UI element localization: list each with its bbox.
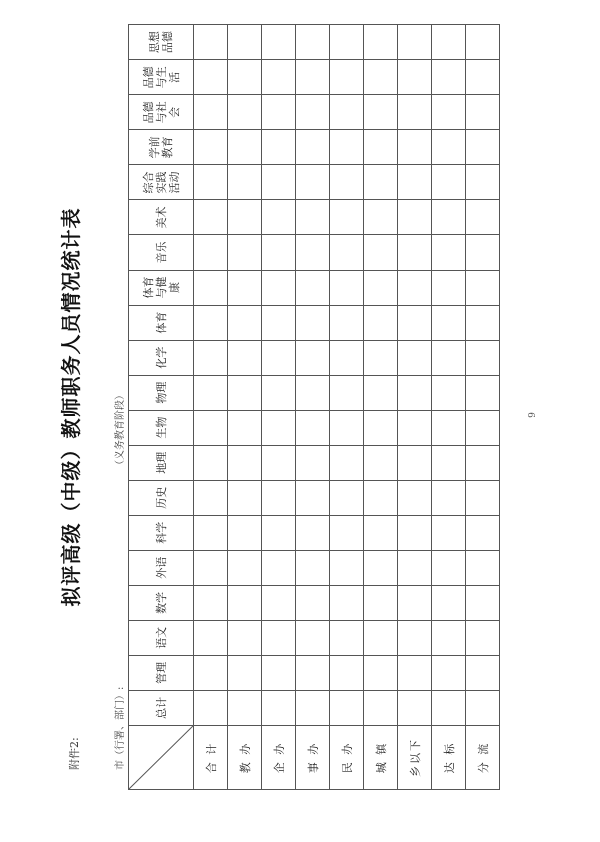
table-cell[interactable] <box>398 270 432 305</box>
table-cell[interactable] <box>466 270 500 305</box>
table-cell[interactable] <box>432 375 466 410</box>
table-cell[interactable] <box>262 60 296 95</box>
table-cell[interactable] <box>364 200 398 235</box>
table-cell[interactable] <box>398 445 432 480</box>
table-cell[interactable] <box>228 620 262 655</box>
table-cell[interactable] <box>432 690 466 725</box>
table-cell[interactable] <box>194 235 228 270</box>
table-cell[interactable] <box>432 165 466 200</box>
table-cell[interactable] <box>398 235 432 270</box>
table-cell[interactable] <box>262 550 296 585</box>
table-cell[interactable] <box>194 655 228 690</box>
table-cell[interactable] <box>228 515 262 550</box>
table-cell[interactable] <box>432 585 466 620</box>
table-row <box>364 25 398 790</box>
table-cell[interactable] <box>296 305 330 340</box>
table-cell[interactable] <box>466 410 500 445</box>
table-cell[interactable] <box>330 235 364 270</box>
table-cell[interactable] <box>432 340 466 375</box>
column-header: 外语 <box>129 550 194 585</box>
table-cell[interactable] <box>466 95 500 130</box>
table-cell[interactable] <box>296 270 330 305</box>
table-cell[interactable] <box>228 60 262 95</box>
column-header: 思想 品德 <box>129 25 194 60</box>
table-cell[interactable] <box>398 690 432 725</box>
table-cell[interactable] <box>228 165 262 200</box>
table-cell[interactable] <box>466 130 500 165</box>
table-cell[interactable] <box>262 270 296 305</box>
table-cell[interactable] <box>432 130 466 165</box>
table-cell[interactable] <box>466 655 500 690</box>
table-cell[interactable] <box>262 620 296 655</box>
column-header: 体育 与健 康 <box>129 270 194 305</box>
column-header: 品德 与社 会 <box>129 95 194 130</box>
table-cell[interactable] <box>228 235 262 270</box>
stage-label: （义务教育阶段） <box>115 390 126 470</box>
table-cell[interactable] <box>432 550 466 585</box>
table-cell[interactable] <box>364 515 398 550</box>
table-cell[interactable] <box>228 410 262 445</box>
column-header: 综合 实践 活动 <box>129 165 194 200</box>
table-cell[interactable] <box>398 305 432 340</box>
table-cell[interactable] <box>364 235 398 270</box>
table-row <box>432 25 466 790</box>
table-cell[interactable] <box>296 550 330 585</box>
table-cell[interactable] <box>330 410 364 445</box>
table-row <box>398 25 432 790</box>
table-cell[interactable] <box>262 95 296 130</box>
table-cell[interactable] <box>466 620 500 655</box>
table-cell[interactable] <box>432 620 466 655</box>
table-cell[interactable] <box>398 60 432 95</box>
table-cell[interactable] <box>228 550 262 585</box>
table-cell[interactable] <box>296 585 330 620</box>
table-cell[interactable] <box>296 480 330 515</box>
table-cell[interactable] <box>296 60 330 95</box>
table-cell[interactable] <box>330 550 364 585</box>
table-cell[interactable] <box>262 690 296 725</box>
rotated-form <box>48 24 504 790</box>
table-cell[interactable] <box>432 25 466 60</box>
table-cell[interactable] <box>398 480 432 515</box>
table-cell[interactable] <box>364 550 398 585</box>
statistics-table <box>128 24 500 790</box>
row-header: 城 镇 <box>364 725 398 789</box>
table-cell[interactable] <box>330 305 364 340</box>
table-cell[interactable] <box>330 340 364 375</box>
table-cell[interactable] <box>466 165 500 200</box>
table-cell[interactable] <box>466 690 500 725</box>
table-cell[interactable] <box>262 130 296 165</box>
table-cell[interactable] <box>330 620 364 655</box>
table-cell[interactable] <box>432 95 466 130</box>
table-cell[interactable] <box>398 375 432 410</box>
table-cell[interactable] <box>296 200 330 235</box>
table-cell[interactable] <box>466 25 500 60</box>
table-cell[interactable] <box>194 620 228 655</box>
table-cell[interactable] <box>364 410 398 445</box>
table-cell[interactable] <box>262 165 296 200</box>
table-cell[interactable] <box>466 235 500 270</box>
column-header: 音乐 <box>129 235 194 270</box>
table-cell[interactable] <box>262 340 296 375</box>
table-cell[interactable] <box>262 585 296 620</box>
corner-cell <box>129 725 194 789</box>
table-cell[interactable] <box>364 25 398 60</box>
table-cell[interactable] <box>432 60 466 95</box>
table-cell[interactable] <box>194 690 228 725</box>
table-cell[interactable] <box>398 95 432 130</box>
table-cell[interactable] <box>364 585 398 620</box>
table-cell[interactable] <box>194 25 228 60</box>
table-cell[interactable] <box>194 340 228 375</box>
table-cell[interactable] <box>330 480 364 515</box>
column-header: 物理 <box>129 375 194 410</box>
table-cell[interactable] <box>194 445 228 480</box>
table-cell[interactable] <box>228 375 262 410</box>
table-cell[interactable] <box>228 480 262 515</box>
table-cell[interactable] <box>330 95 364 130</box>
table-cell[interactable] <box>466 340 500 375</box>
table-cell[interactable] <box>194 585 228 620</box>
column-header: 数学 <box>129 585 194 620</box>
table-cell[interactable] <box>296 95 330 130</box>
table-cell[interactable] <box>364 270 398 305</box>
table-cell[interactable] <box>262 200 296 235</box>
column-header: 化学 <box>129 340 194 375</box>
table-cell[interactable] <box>296 375 330 410</box>
table-cell[interactable] <box>262 305 296 340</box>
table-cell[interactable] <box>194 410 228 445</box>
table-cell[interactable] <box>194 95 228 130</box>
column-header: 语文 <box>129 620 194 655</box>
table-cell[interactable] <box>194 515 228 550</box>
header-row <box>129 25 194 790</box>
table-cell[interactable] <box>330 375 364 410</box>
table-cell[interactable] <box>228 655 262 690</box>
table-cell[interactable] <box>330 200 364 235</box>
table-cell[interactable] <box>296 445 330 480</box>
column-header: 体育 <box>129 305 194 340</box>
table-cell[interactable] <box>228 305 262 340</box>
table-cell[interactable] <box>398 585 432 620</box>
table-cell[interactable] <box>466 60 500 95</box>
table-cell[interactable] <box>194 165 228 200</box>
column-header: 地理 <box>129 445 194 480</box>
table-cell[interactable] <box>466 200 500 235</box>
table-cell[interactable] <box>364 375 398 410</box>
row-header: 乡以下 <box>398 725 432 789</box>
table-cell[interactable] <box>262 375 296 410</box>
table-cell[interactable] <box>330 445 364 480</box>
table-cell[interactable] <box>330 270 364 305</box>
column-header: 美术 <box>129 200 194 235</box>
table-cell[interactable] <box>228 25 262 60</box>
table-cell[interactable] <box>398 25 432 60</box>
table-cell[interactable] <box>296 410 330 445</box>
table-cell[interactable] <box>364 655 398 690</box>
table-cell[interactable] <box>466 550 500 585</box>
table-cell[interactable] <box>194 375 228 410</box>
table-cell[interactable] <box>330 515 364 550</box>
table-cell[interactable] <box>330 25 364 60</box>
table-cell[interactable] <box>466 305 500 340</box>
table-row <box>296 25 330 790</box>
table-cell[interactable] <box>364 60 398 95</box>
table-cell[interactable] <box>262 410 296 445</box>
table-cell[interactable] <box>364 130 398 165</box>
table-row <box>194 25 228 790</box>
column-header: 总计 <box>129 690 194 725</box>
table-cell[interactable] <box>262 655 296 690</box>
row-header: 民 办 <box>330 725 364 789</box>
table-cell[interactable] <box>330 60 364 95</box>
column-header: 管理 <box>129 655 194 690</box>
table-cell[interactable] <box>364 305 398 340</box>
table-cell[interactable] <box>228 585 262 620</box>
page-number: 9 <box>527 412 538 418</box>
table-cell[interactable] <box>296 340 330 375</box>
table-cell[interactable] <box>194 130 228 165</box>
table-cell[interactable] <box>296 620 330 655</box>
table-cell[interactable] <box>432 655 466 690</box>
column-header: 学前 教育 <box>129 130 194 165</box>
table-cell[interactable] <box>432 445 466 480</box>
table-cell[interactable] <box>432 305 466 340</box>
table-cell[interactable] <box>364 445 398 480</box>
table-cell[interactable] <box>398 340 432 375</box>
table-cell[interactable] <box>364 480 398 515</box>
table-row <box>330 25 364 790</box>
table-cell[interactable] <box>262 445 296 480</box>
table-cell[interactable] <box>296 690 330 725</box>
row-header: 分 流 <box>466 725 500 789</box>
table-cell[interactable] <box>398 655 432 690</box>
row-header: 达 标 <box>432 725 466 789</box>
table-cell[interactable] <box>466 445 500 480</box>
table-cell[interactable] <box>432 480 466 515</box>
table-cell[interactable] <box>330 130 364 165</box>
table-cell[interactable] <box>296 515 330 550</box>
table-cell[interactable] <box>398 515 432 550</box>
table-cell[interactable] <box>194 200 228 235</box>
fill-in-label: 市（行署、部门）: <box>115 686 126 770</box>
row-header: 合 计 <box>194 725 228 789</box>
table-cell[interactable] <box>398 620 432 655</box>
table-cell[interactable] <box>228 445 262 480</box>
row-header: 事 办 <box>296 725 330 789</box>
table-cell[interactable] <box>398 410 432 445</box>
row-header: 教 办 <box>228 725 262 789</box>
table-cell[interactable] <box>228 690 262 725</box>
column-header: 科学 <box>129 515 194 550</box>
table-cell[interactable] <box>228 340 262 375</box>
table-cell[interactable] <box>228 95 262 130</box>
table-cell[interactable] <box>432 270 466 305</box>
table-row <box>466 25 500 790</box>
table-cell[interactable] <box>296 655 330 690</box>
table-cell[interactable] <box>364 620 398 655</box>
table-cell[interactable] <box>466 515 500 550</box>
table-cell[interactable] <box>228 130 262 165</box>
column-header: 历史 <box>129 480 194 515</box>
table-cell[interactable] <box>466 585 500 620</box>
table-cell[interactable] <box>296 130 330 165</box>
table-cell[interactable] <box>432 515 466 550</box>
table-cell[interactable] <box>296 165 330 200</box>
table-cell[interactable] <box>398 550 432 585</box>
table-cell[interactable] <box>262 480 296 515</box>
table-cell[interactable] <box>194 480 228 515</box>
table-cell[interactable] <box>228 200 262 235</box>
table-cell[interactable] <box>296 25 330 60</box>
table-cell[interactable] <box>466 480 500 515</box>
page-title: 拟评高级（中级）教师职务人员情况统计表 <box>59 207 83 607</box>
table-cell[interactable] <box>398 200 432 235</box>
table-cell[interactable] <box>262 25 296 60</box>
table-cell[interactable] <box>364 690 398 725</box>
table-cell[interactable] <box>296 235 330 270</box>
table-cell[interactable] <box>262 515 296 550</box>
table-cell[interactable] <box>398 130 432 165</box>
row-header: 企 办 <box>262 725 296 789</box>
table-cell[interactable] <box>330 165 364 200</box>
table-cell[interactable] <box>398 165 432 200</box>
table-cell[interactable] <box>194 305 228 340</box>
table-cell[interactable] <box>194 550 228 585</box>
table-cell[interactable] <box>194 60 228 95</box>
table-cell[interactable] <box>466 375 500 410</box>
table-cell[interactable] <box>194 270 228 305</box>
table-cell[interactable] <box>330 585 364 620</box>
table-cell[interactable] <box>432 235 466 270</box>
table-cell[interactable] <box>262 235 296 270</box>
table-cell[interactable] <box>228 270 262 305</box>
table-cell[interactable] <box>330 690 364 725</box>
table-cell[interactable] <box>364 95 398 130</box>
table-cell[interactable] <box>364 340 398 375</box>
annex-label: 附件2: <box>68 737 81 770</box>
table-row <box>228 25 262 790</box>
table-cell[interactable] <box>432 410 466 445</box>
column-header: 生物 <box>129 410 194 445</box>
table-row <box>262 25 296 790</box>
table-cell[interactable] <box>330 655 364 690</box>
table-cell[interactable] <box>364 165 398 200</box>
column-header: 品德 与生 活 <box>129 60 194 95</box>
table-cell[interactable] <box>432 200 466 235</box>
